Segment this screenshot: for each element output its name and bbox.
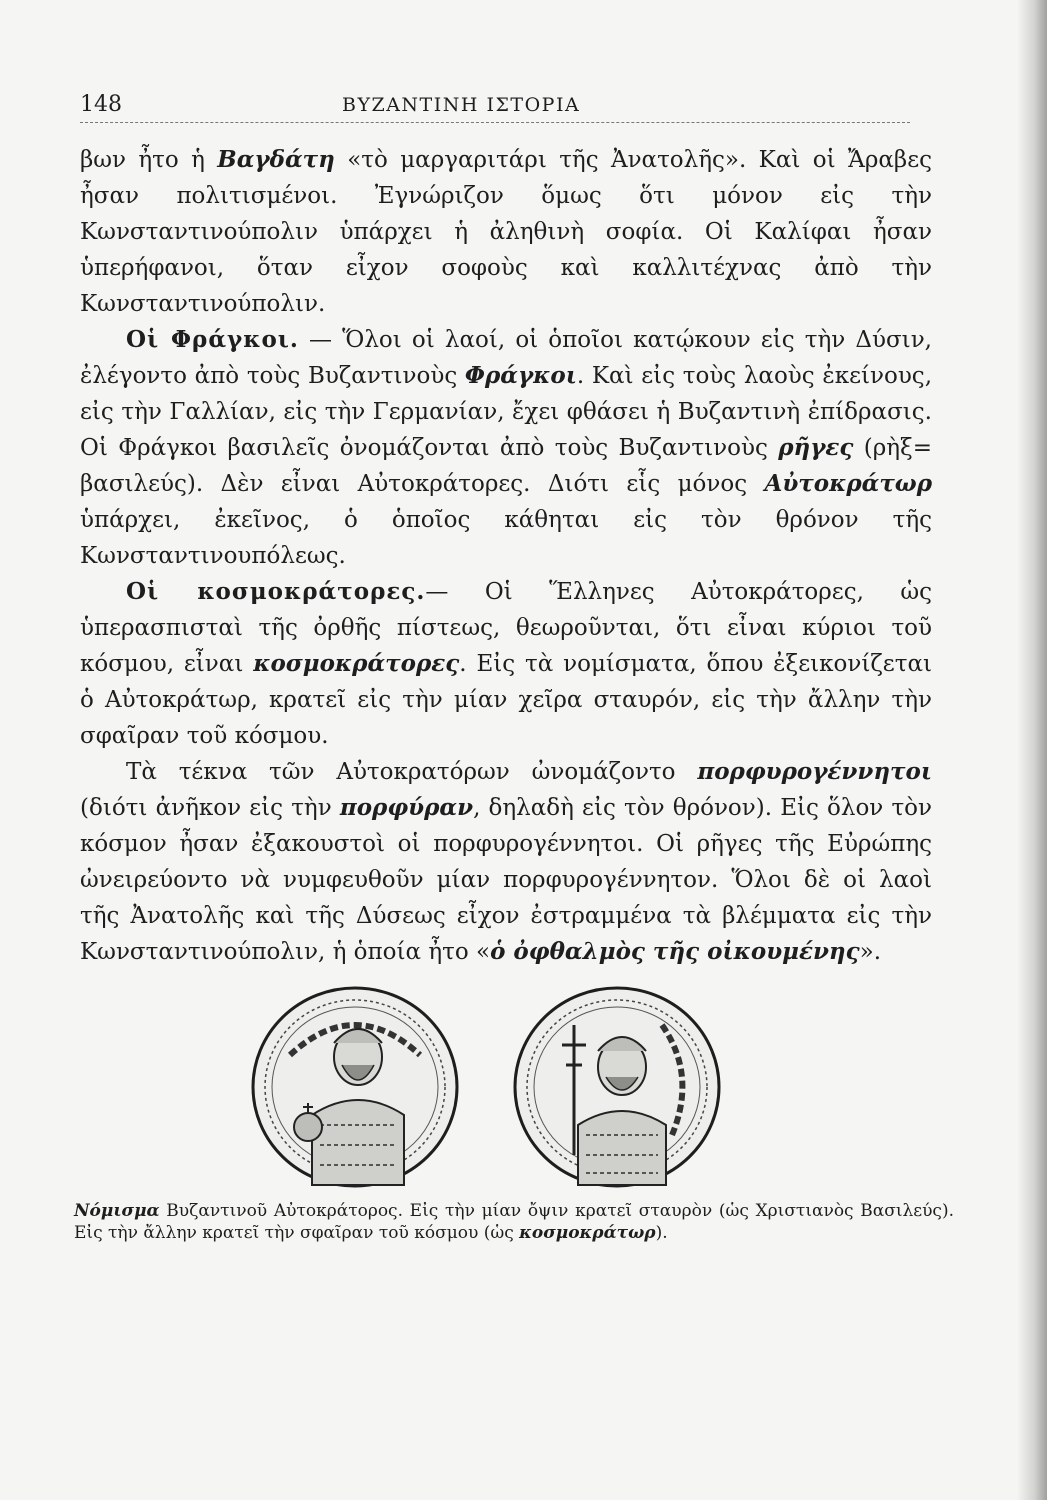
text-run: Τὰ τέκνα τῶν Αὐτοκρατόρων ὠνομάζοντο [126, 759, 698, 785]
text-run: ὑπάρχει, ἐκεῖνος, ὁ ὁποῖος κάθηται εἰς τὸν θρόνον τῆς Κωνσταντινουπόλεως. [80, 507, 932, 569]
text-run: «τὸ μαργαριτάρι τῆς Ἀνατολῆς». Καὶ οἱ Ἄραβες ἦσαν πολιτισμένοι. Ἐγνώριζον ὅμως ὅτι μόνον εἰς τὴν Κωνσταντινούπολιν ὑπάρχει ἡ ἀληθινὴ σοφία. Οἱ Καλίφαι ἦσαν ὑπερήφανοι, ὅταν εἶχον σοφοὺς καὶ καλλιτέχνας ἀπὸ τὴν Κωνσταντινούπολιν. [80, 147, 932, 317]
caption-text: Βυζαντινοῦ Αὐτοκράτορος. Εἰς τὴν μίαν ὄψιν κρατεῖ σταυρὸν (ὡς Χριστιανὸς Βασιλεύς). Εἰς τὴν ἄλλην κρατεῖ τὴν σφαῖραν τοῦ κόσμου (ὡς [74, 1201, 954, 1243]
running-title: ΒΥΖΑΝΤΙΝΗ ΙΣΤΟΡΙΑ [342, 94, 581, 116]
caption-emphasis-kosmokrator: κοσμοκράτωρ [519, 1223, 656, 1243]
coin-illustration [250, 985, 740, 1190]
text-run: (διότι ἀνῆκον εἰς τὴν [80, 795, 340, 821]
emphasis-autokrator: Αὐτοκράτωρ [764, 470, 932, 497]
figure-caption [74, 1200, 954, 1244]
header-rule [80, 122, 910, 123]
body-text [80, 142, 932, 970]
emphasis-porphyrogennitoi: πορφυρογέννητοι [697, 758, 932, 785]
coin-obverse-icon [250, 985, 460, 1190]
page-edge-shadow [1017, 0, 1047, 1500]
paragraph-franks [80, 322, 932, 574]
page-header [80, 92, 910, 124]
paragraph-porphyrogennitoi [80, 754, 932, 970]
text-run: . Καὶ εἰς τοὺς λαοὺς ἐκείνους, εἰς τὴν Γαλλίαν, εἰς τὴν Γερμανίαν, ἔχει φθάσει ἡ Βυζαντινὴ ἐπίδρασις. Οἱ Φράγκοι βασιλεῖς ὀνομάζονται ἀπὸ τοὺς Βυζαντινοὺς [80, 363, 933, 461]
emphasis-baghdad: Βαγδάτη [217, 146, 335, 173]
coin-reverse-icon [512, 985, 722, 1190]
text-run: βων ἦτο ἡ [80, 147, 218, 173]
paragraph-kosmokratores [80, 574, 932, 754]
emphasis-ofthalmos: ὁ ὀφθαλμὸς τῆς οἰκουμένης [490, 938, 860, 965]
emphasis-kosmokratores: κοσμοκράτορες [253, 650, 460, 677]
text-run: (ρὴξ= βασιλεύς). Δὲν εἶναι Αὐτοκράτορες. Διότι εἷς μόνος [80, 435, 932, 497]
emphasis-franks: Φράγκοι [464, 362, 577, 389]
text-run: — Οἱ Ἕλληνες Αὐτοκράτορες, ὡς ὑπερασπισταὶ τῆς ὀρθῆς πίστεως, θεωροῦνται, ὅτι εἶναι κύριοι τοῦ κόσμου, εἶναι [80, 579, 932, 677]
section-heading-kosmokratores: Οἱ κοσμοκράτορες. [126, 578, 426, 605]
paragraph-baghdad [80, 142, 932, 322]
caption-emphasis-nomisma: Νόμισμα [74, 1201, 160, 1221]
page-number: 148 [80, 92, 122, 117]
text-run: — Ὅλοι οἱ λαοί, οἱ ὁποῖοι κατῴκουν εἰς τὴν Δύσιν, ἐλέγοντο ἀπὸ τοὺς Βυζαντινοὺς [80, 327, 932, 389]
emphasis-riges: ρῆγες [778, 434, 854, 461]
section-heading-franks: Οἱ Φράγκοι. [126, 326, 299, 353]
text-run: . Εἰς τὰ νομίσματα, ὅπου ἐξεικονίζεται ὁ Αὐτοκράτωρ, κρατεῖ εἰς τὴν μίαν χεῖρα σταυρόν, εἰς τὴν ἄλλην τὴν σφαῖραν τοῦ κόσμου. [80, 651, 932, 749]
emphasis-porphyra: πορφύραν [339, 794, 474, 821]
caption-text: ). [655, 1223, 668, 1243]
text-run: , δηλαδὴ εἰς τὸν θρόνον). Εἰς ὅλον τὸν κόσμον ἦσαν ἐξακουστοὶ οἱ πορφυρογέννητοι. Οἱ ρῆγες τῆς Εὐρώπης ὠνειρεύοντο νὰ νυμφευθοῦν μίαν πορφυρογέννητον. Ὅλοι δὲ οἱ λαοὶ τῆς Ἀνατολῆς καὶ τῆς Δύσεως εἶχον ἐστραμμένα τὰ βλέμματα εἰς τὴν Κωνσταντινούπολιν, ἡ ὁποία ἦτο « [80, 795, 932, 965]
text-run: ». [859, 939, 882, 965]
